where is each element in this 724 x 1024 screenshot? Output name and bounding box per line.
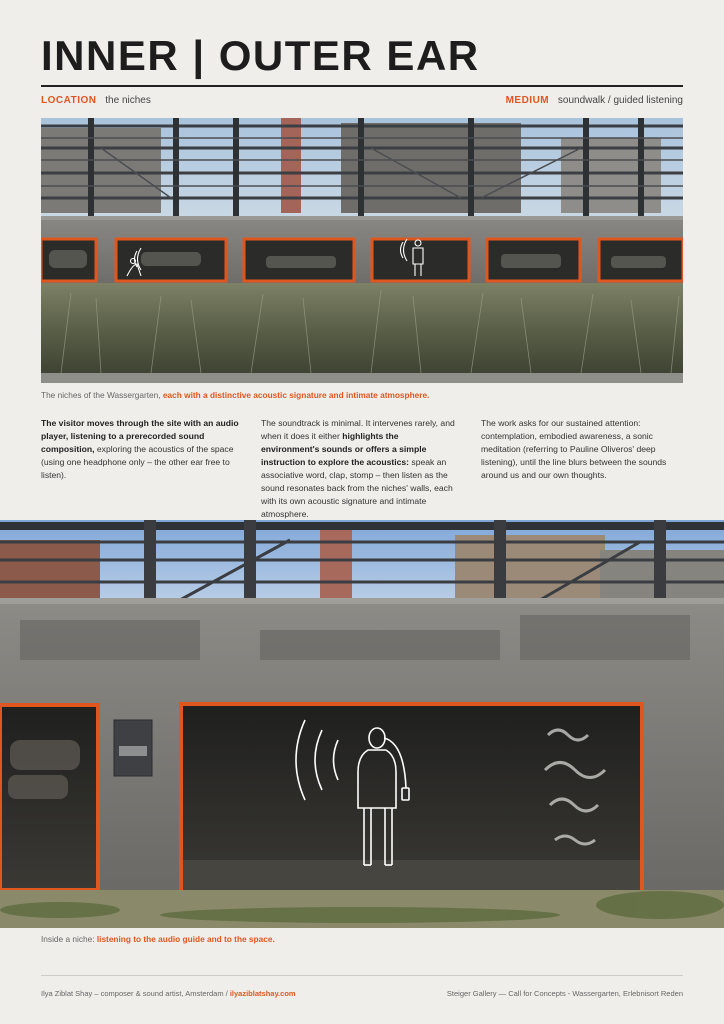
text-column-1 [41, 417, 239, 482]
location-meta [41, 95, 151, 106]
footer-call-info: Steiger Gallery — Call for Concepts - Wassergarten, Erlebnisort Reden [446, 989, 683, 998]
col2-bold: highlights the environment's sounds or offers a simple instruction to explore the acoustics: [261, 431, 427, 467]
location-value: the niches [105, 95, 151, 106]
col1-bold: The visitor moves through the site with an audio player, listening to a prerecorded sound composition, [41, 418, 239, 454]
footer-credit-text: Ilya Ziblat Shay – composer & sound artist, Amsterdam / [41, 989, 228, 998]
text-column-2 [261, 417, 459, 521]
col1-text: exploring the acoustics of the space (using one headphone only – the other ear free to listen). [41, 444, 234, 480]
col2-text-2: speak an associative word, clap, stomp – then listen as the sound resonates back from the niches' walls, each with its own acoustic signature and intimate atmosphere. [261, 457, 453, 519]
niches-photo [41, 118, 683, 383]
title-rule [41, 85, 683, 87]
medium-meta [506, 95, 683, 106]
figure1-caption-text: The niches of the Wassergarten, [41, 390, 161, 400]
footer-website-link[interactable]: ilyaziblatshay.com [229, 989, 296, 998]
figure1-caption-highlight: each with a distinctive acoustic signature and intimate atmosphere. [162, 390, 430, 400]
footer-rule [41, 975, 683, 976]
figure2-caption-text: Inside a niche: [41, 934, 95, 944]
figure1-caption [41, 390, 429, 400]
page-title: INNER | OUTER EAR [41, 32, 480, 79]
text-column-3 [481, 417, 679, 482]
figure2-caption [41, 934, 275, 944]
figure2-caption-highlight: listening to the audio guide and to the space. [96, 934, 275, 944]
col3-text: The work asks for our sustained attention: contemplation, embodied awareness, a sonic meditation (referring to Pauline Oliveros' deep listening), until the line blurs between the sounds around us and our own thoughts. [481, 418, 667, 480]
footer-credit [41, 989, 296, 998]
medium-value: soundwalk / guided listening [557, 95, 683, 106]
col2-text-1: The soundtrack is minimal. It intervenes rarely, and when it does it either [261, 418, 455, 441]
location-key: LOCATION [41, 95, 97, 106]
niche-interior-photo [0, 520, 724, 928]
medium-key: MEDIUM [505, 95, 550, 106]
